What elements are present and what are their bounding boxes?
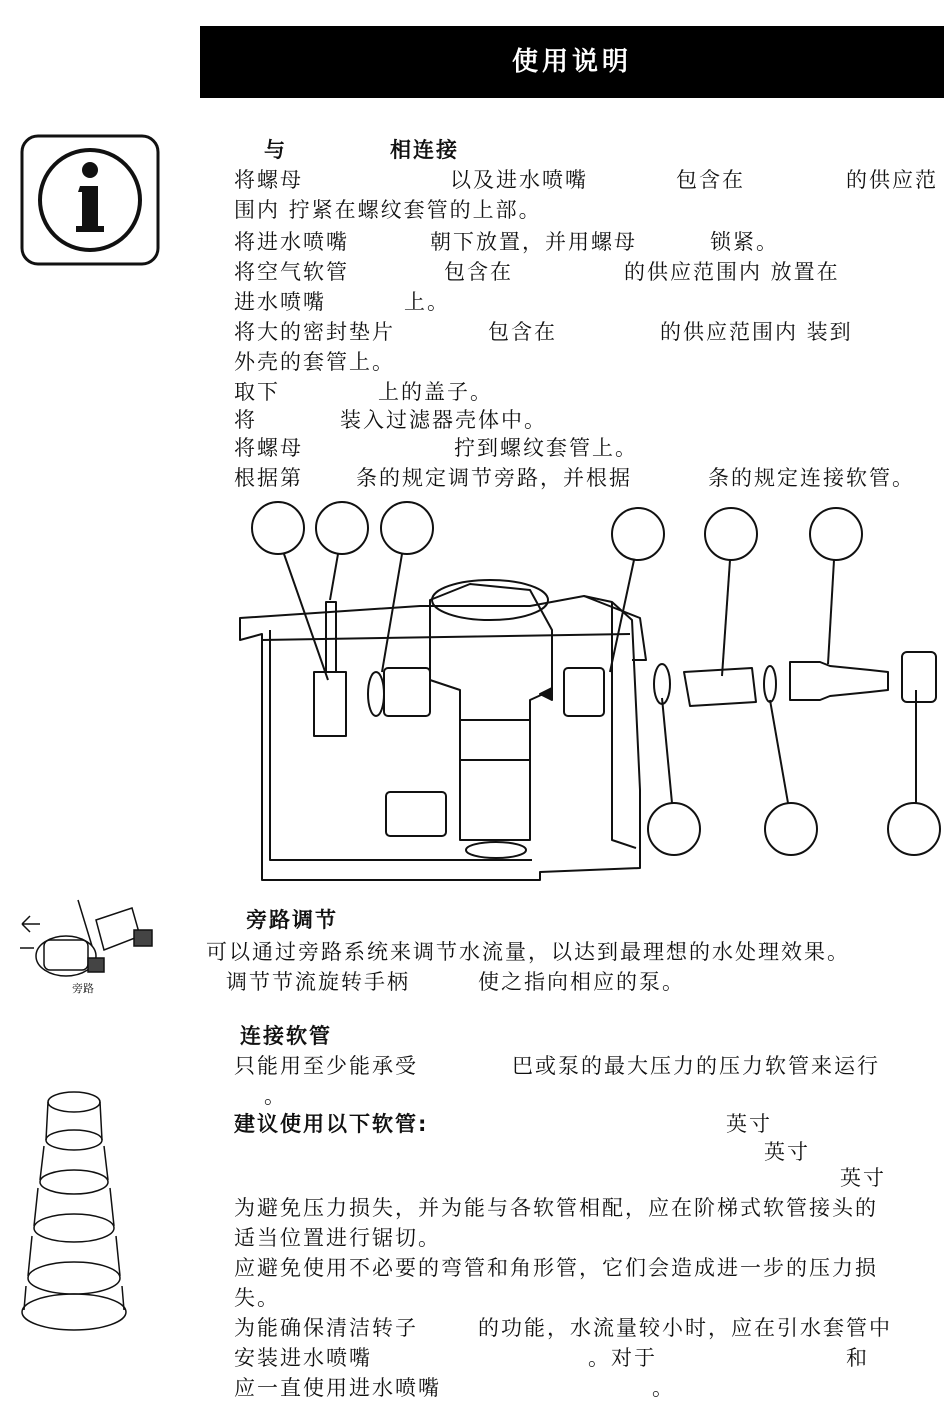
connect-line-1b: 以及进水喷嘴 bbox=[450, 168, 588, 192]
bypass-icon-label: 旁路 bbox=[72, 982, 94, 995]
bypass-line-2a: 调节节流旋转手柄 bbox=[226, 970, 410, 994]
hose-recommend: 建议使用以下软管: bbox=[234, 1112, 429, 1136]
hose-inch-1: 英寸 bbox=[726, 1112, 772, 1136]
hose-p1b: 适当位置进行锯切。 bbox=[234, 1226, 441, 1250]
connect-line-1c: 包含在 bbox=[676, 168, 745, 192]
hose-p3b1: 安装进水喷嘴 bbox=[234, 1346, 372, 1370]
connect-line-4a: 将空气软管 bbox=[234, 260, 349, 284]
stepped-hose-connector-image bbox=[0, 0, 200, 1410]
connect-line-9a: 将 bbox=[234, 408, 257, 432]
hose-p3b2: 。对于 bbox=[588, 1346, 657, 1370]
connect-line-8b: 上的盖子。 bbox=[378, 380, 493, 404]
hose-p2b: 失。 bbox=[234, 1286, 280, 1310]
connect-line-6c: 的供应范围内 装到 bbox=[660, 320, 853, 344]
connect-line-10b: 拧到螺纹套管上。 bbox=[454, 436, 638, 460]
connect-line-6a: 将大的密封垫片 bbox=[234, 320, 395, 344]
hose-heading: 连接软管 bbox=[240, 1024, 332, 1048]
hose-p3a2: 的功能，水流量较小时，应在引水套管中 bbox=[478, 1316, 892, 1340]
hose-line-1b: 巴或泵的最大压力的压力软管来运行 bbox=[512, 1054, 880, 1078]
connect-line-6b: 包含在 bbox=[488, 320, 557, 344]
connect-line-4b: 包含在 bbox=[444, 260, 513, 284]
callout-circle bbox=[765, 803, 817, 855]
hose-p3c1: 应一直使用进水喷嘴 bbox=[234, 1376, 441, 1400]
connect-line-11a: 根据第 bbox=[234, 466, 303, 490]
hose-inch-3: 英寸 bbox=[840, 1166, 886, 1190]
connect-line-5b: 上。 bbox=[404, 290, 450, 314]
callout-circle bbox=[705, 508, 757, 560]
hose-inch-2: 英寸 bbox=[764, 1140, 810, 1164]
callout-circle bbox=[612, 508, 664, 560]
hose-p3b3: 和 bbox=[846, 1346, 869, 1370]
connect-line-3b: 朝下放置，并用螺母 bbox=[430, 230, 637, 254]
connect-heading-b: 相连接 bbox=[390, 138, 459, 162]
callout-circle bbox=[381, 502, 433, 554]
callout-circle bbox=[648, 803, 700, 855]
hose-p3a1: 为能确保清洁转子 bbox=[234, 1316, 418, 1340]
bypass-heading: 旁路调节 bbox=[246, 908, 338, 932]
callout-circle bbox=[252, 502, 304, 554]
hose-p3c2: 。 bbox=[652, 1376, 675, 1400]
hose-period: 。 bbox=[264, 1084, 287, 1108]
hose-p2a: 应避免使用不必要的弯管和角形管，它们会造成进一步的压力损 bbox=[234, 1256, 878, 1280]
callout-circle bbox=[810, 508, 862, 560]
callout-circle bbox=[888, 803, 940, 855]
connect-line-7: 外壳的套管上。 bbox=[234, 350, 395, 374]
connect-line-11b: 条的规定调节旁路，并根据 bbox=[356, 466, 632, 490]
connect-line-2: 围内 拧紧在螺纹套管的上部。 bbox=[234, 198, 542, 222]
hose-p1a: 为避免压力损失，并为能与各软管相配，应在阶梯式软管接头的 bbox=[234, 1196, 878, 1220]
connect-line-3a: 将进水喷嘴 bbox=[234, 230, 349, 254]
connect-line-11c: 条的规定连接软管。 bbox=[708, 466, 915, 490]
connect-line-1a: 将螺母 bbox=[234, 168, 303, 192]
connect-line-8a: 取下 bbox=[234, 380, 280, 404]
connect-line-5a: 进水喷嘴 bbox=[234, 290, 326, 314]
callout-circle bbox=[316, 502, 368, 554]
connect-line-1d: 的供应范 bbox=[846, 168, 938, 192]
bypass-line-1: 可以通过旁路系统来调节水流量，以达到最理想的水处理效果。 bbox=[206, 940, 850, 964]
connect-line-3c: 锁紧。 bbox=[710, 230, 779, 254]
hose-line-1a: 只能用至少能承受 bbox=[234, 1054, 418, 1078]
connect-line-4c: 的供应范围内 放置在 bbox=[624, 260, 840, 284]
bypass-line-2b: 使之指向相应的泵。 bbox=[478, 970, 685, 994]
connect-heading-a: 与 bbox=[264, 138, 287, 162]
connect-line-9b: 装入过滤器壳体中。 bbox=[340, 408, 547, 432]
connect-line-10a: 将螺母 bbox=[234, 436, 303, 460]
page-title: 使用说明 bbox=[511, 47, 632, 77]
